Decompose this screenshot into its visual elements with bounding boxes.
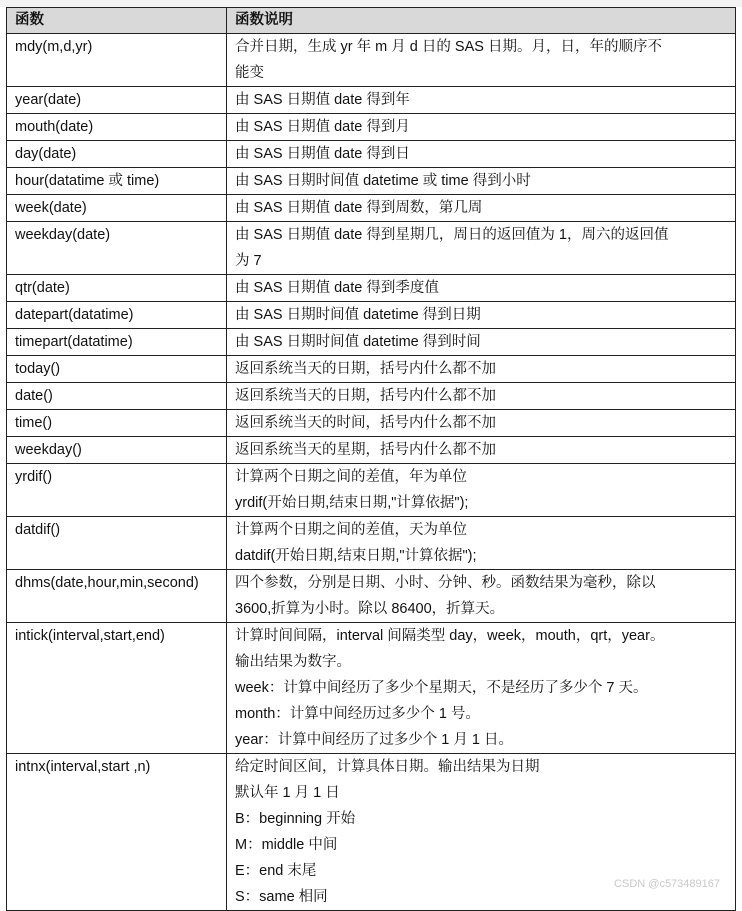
function-name: qtr(date) [7,275,227,302]
description-line: 由 SAS 日期值 date 得到周数，第几周 [235,200,483,216]
table-row [7,222,736,275]
description-line: 计算时间间隔，interval 间隔类型 day，week，mouth，qrt，year。 [235,628,665,644]
function-description [227,517,736,570]
table-row [7,34,736,87]
description-line: 由 SAS 日期时间值 datetime 得到时间 [235,334,481,350]
function-description [227,623,736,754]
function-name: week(date) [7,195,227,222]
function-name: intick(interval,start,end) [7,623,227,754]
description-line: M：middle 中间 [235,837,338,853]
function-name: mouth(date) [7,114,227,141]
table-row [7,329,736,356]
function-name: hour(datatime 或 time) [7,168,227,195]
description-line: 计算两个日期之间的差值，年为单位 [235,469,467,485]
function-name: datepart(datatime) [7,302,227,329]
description-line: yrdif(开始日期,结束日期,"计算依据"); [235,495,469,511]
function-description [227,383,736,410]
description-line: week：计算中间经历了多少个星期天，不是经历了多少个 7 天。 [235,680,648,696]
function-description [227,329,736,356]
table-row [7,464,736,517]
description-line: 返回系统当天的日期，括号内什么都不加 [235,388,496,404]
table-row [7,87,736,114]
description-line: 由 SAS 日期值 date 得到年 [235,92,410,108]
top-strip [0,0,742,7]
function-description [227,464,736,517]
description-line: 为 7 [235,253,262,269]
description-line: 合并日期，生成 yr 年 m 月 d 日的 SAS 日期。月，日，年的顺序不 [235,39,662,55]
function-description [227,410,736,437]
sas-date-functions-table [6,7,736,911]
description-line: 默认年 1 月 1 日 [235,785,340,801]
description-line: 四个参数，分别是日期、小时、分钟、秒。函数结果为毫秒，除以 [235,575,656,591]
table-header-row [7,8,736,34]
function-name: datdif() [7,517,227,570]
function-name: today() [7,356,227,383]
table-row [7,623,736,754]
function-name: date() [7,383,227,410]
description-line: 给定时间区间，计算具体日期。输出结果为日期 [235,759,540,775]
table-row [7,570,736,623]
function-description [227,114,736,141]
table-row [7,168,736,195]
description-line: year：计算中间经历了过多少个 1 月 1 日。 [235,732,513,748]
description-line: 输出结果为数字。 [235,654,351,670]
function-description [227,168,736,195]
header-function: 函数 [7,8,227,34]
description-line: 由 SAS 日期值 date 得到季度值 [235,280,439,296]
function-description [227,356,736,383]
function-description [227,570,736,623]
description-line: datdif(开始日期,结束日期,"计算依据"); [235,548,477,564]
table-row [7,517,736,570]
description-line: 由 SAS 日期值 date 得到日 [235,146,410,162]
description-line: 返回系统当天的星期，括号内什么都不加 [235,442,496,458]
function-name: dhms(date,hour,min,second) [7,570,227,623]
description-line: 由 SAS 日期值 date 得到星期几，周日的返回值为 1，周六的返回值 [235,227,669,243]
description-line: 由 SAS 日期值 date 得到月 [235,119,410,135]
function-description [227,87,736,114]
function-name: weekday(date) [7,222,227,275]
table-row [7,114,736,141]
table-row [7,302,736,329]
description-line: 由 SAS 日期时间值 datetime 或 time 得到小时 [235,173,531,189]
description-line: S：same 相同 [235,889,328,905]
function-description [227,437,736,464]
table-row [7,410,736,437]
function-name: mdy(m,d,yr) [7,34,227,87]
function-description [227,275,736,302]
description-line: 由 SAS 日期时间值 datetime 得到日期 [235,307,481,323]
function-description [227,141,736,168]
function-description [227,222,736,275]
description-line: 计算两个日期之间的差值，天为单位 [235,522,467,538]
function-description [227,302,736,329]
table-row [7,141,736,168]
function-description [227,34,736,87]
table-row [7,437,736,464]
description-line: month：计算中间经历过多少个 1 号。 [235,706,480,722]
description-line: 返回系统当天的日期，括号内什么都不加 [235,361,496,377]
function-name: timepart(datatime) [7,329,227,356]
function-name: weekday() [7,437,227,464]
description-line: 能变 [235,65,264,81]
description-line: 3600,折算为小时。除以 86400，折算天。 [235,601,505,617]
description-line: B：beginning 开始 [235,811,356,827]
watermark: CSDN @c573489167 [614,878,720,890]
table-row [7,275,736,302]
function-name: day(date) [7,141,227,168]
table-row [7,195,736,222]
description-line: 返回系统当天的时间，括号内什么都不加 [235,415,496,431]
function-description [227,195,736,222]
table-row [7,356,736,383]
function-name: intnx(interval,start ,n) [7,754,227,911]
function-name: year(date) [7,87,227,114]
description-line: E：end 末尾 [235,863,317,879]
function-name: time() [7,410,227,437]
function-name: yrdif() [7,464,227,517]
table-row [7,383,736,410]
header-description: 函数说明 [227,8,736,34]
